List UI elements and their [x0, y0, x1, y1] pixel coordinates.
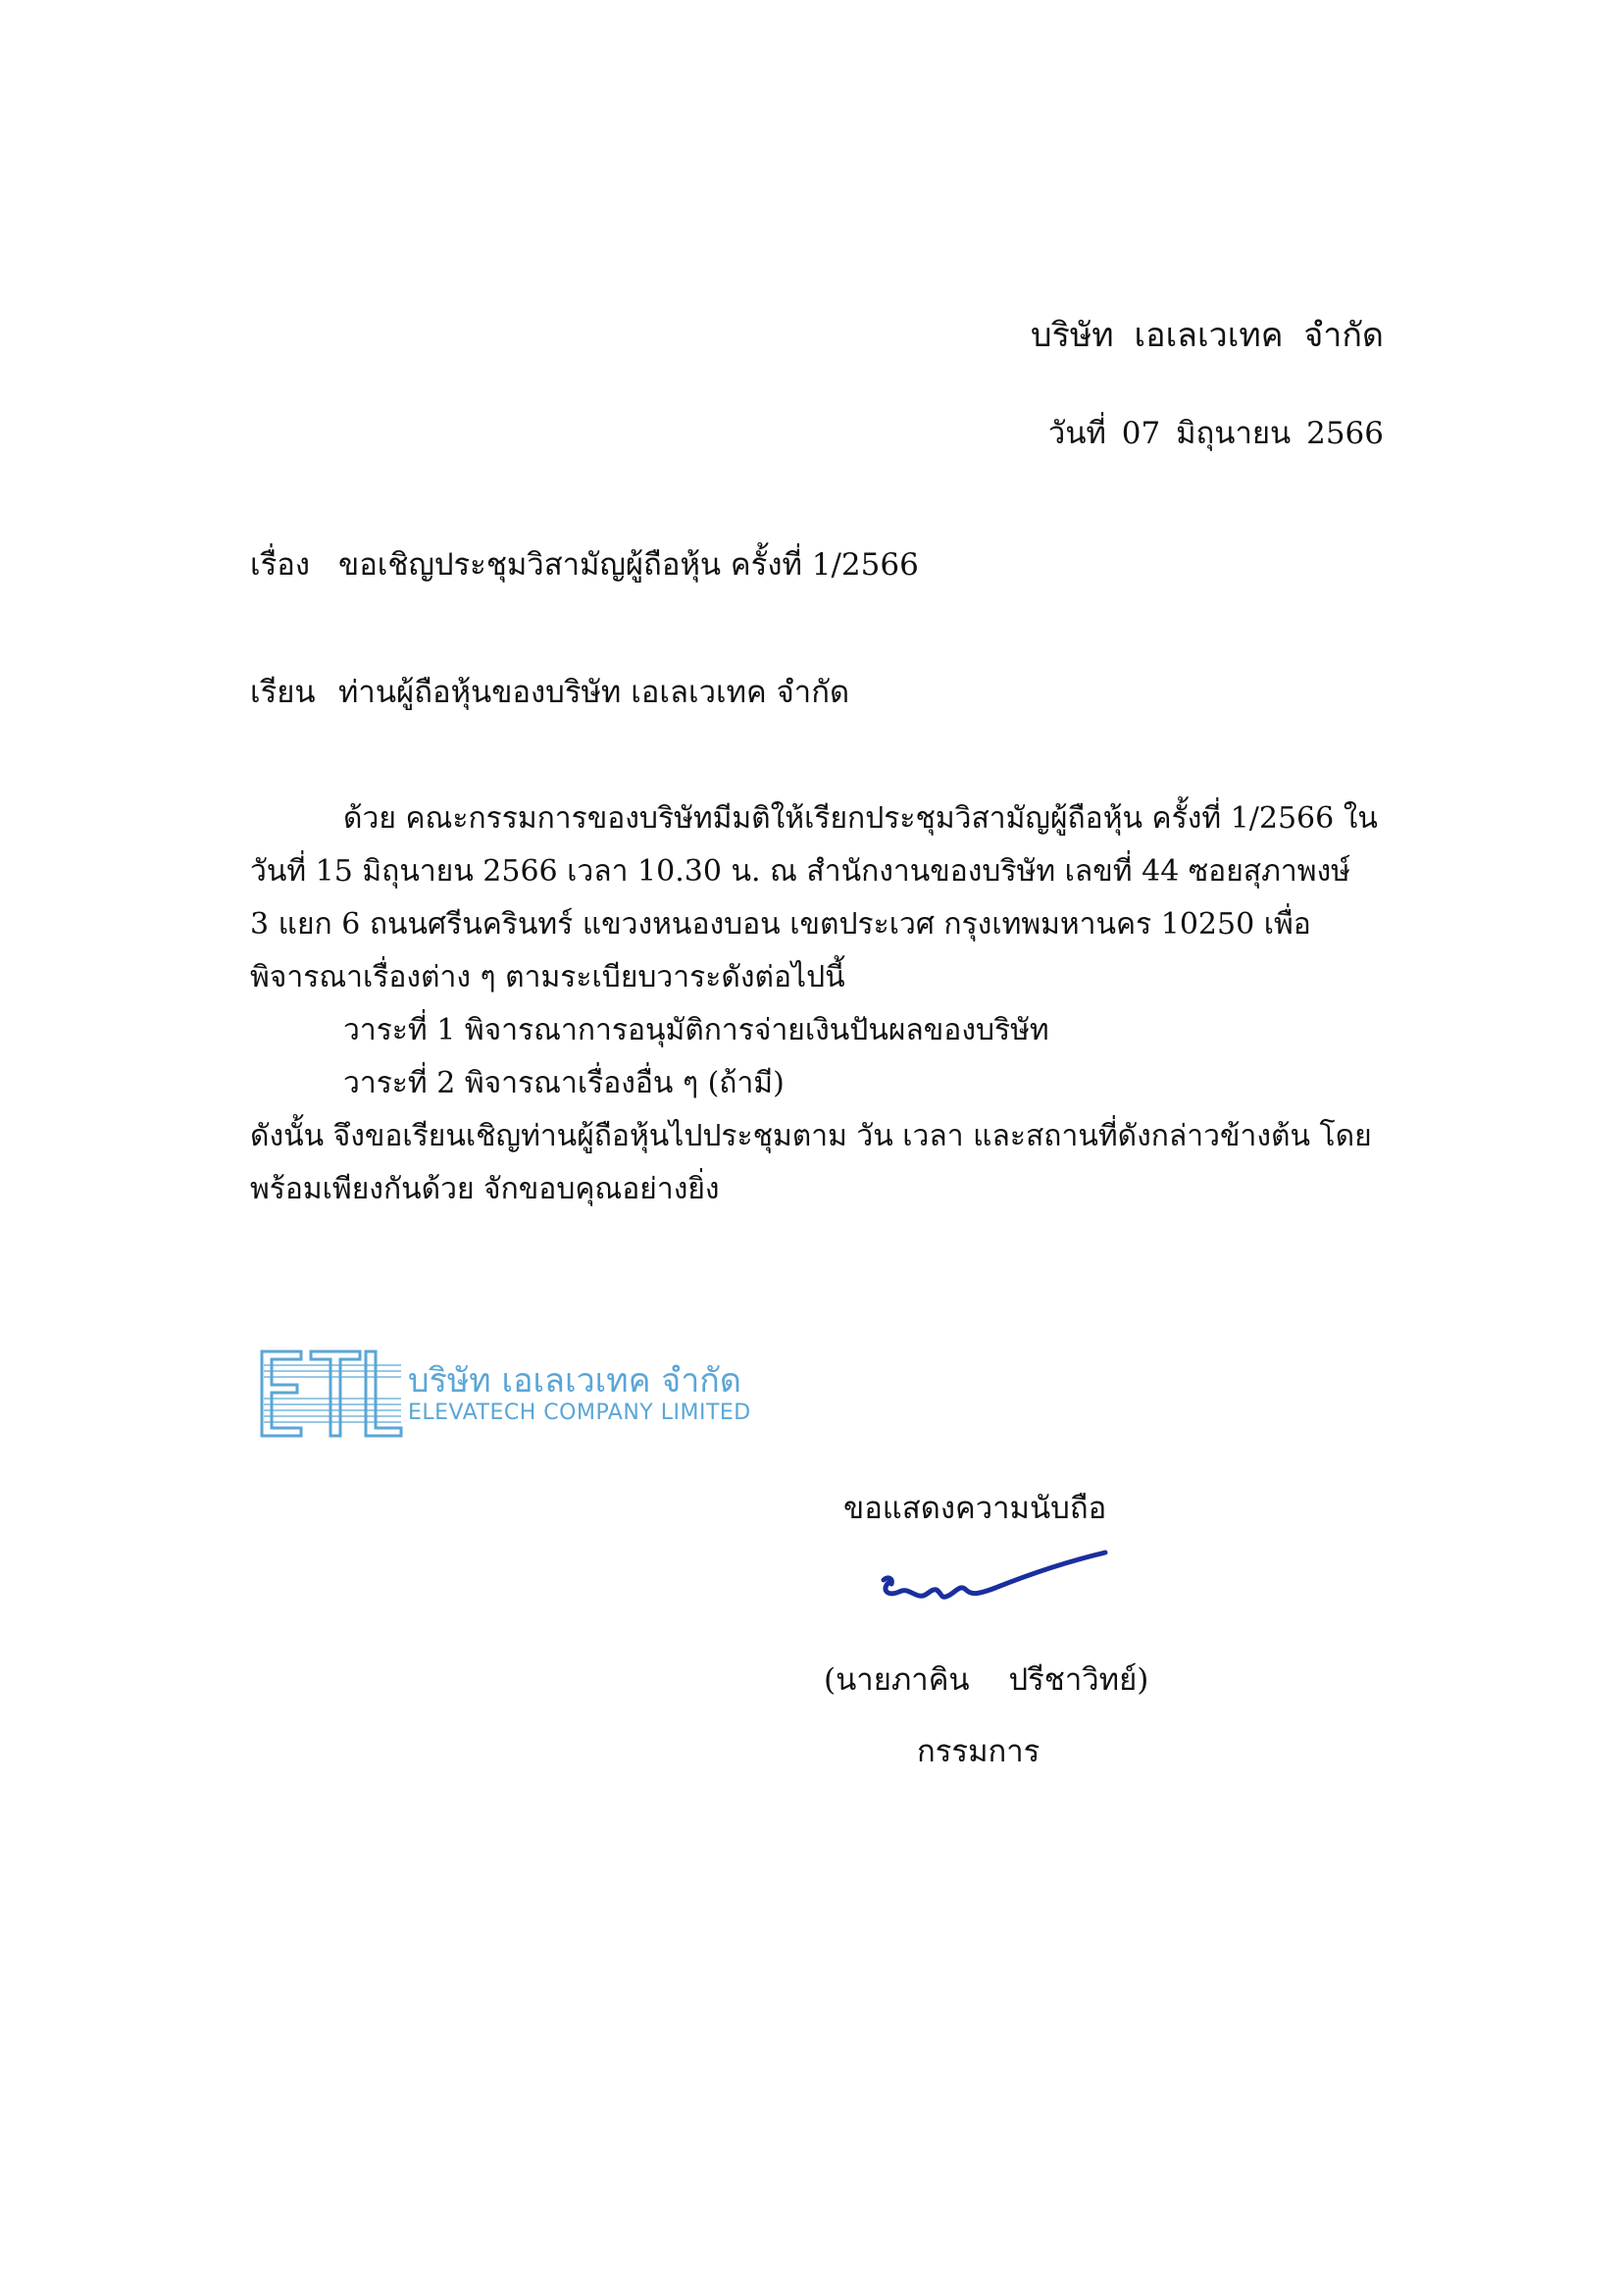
- company-name: บริษัท เอเลเวเทค จำกัด: [1031, 316, 1384, 355]
- closing-salutation: ขอแสดงความนับถือ: [843, 1491, 1107, 1526]
- signer-position: กรรมการ: [917, 1734, 1040, 1769]
- signer-name: (นายภาคิน ปรีชาวิทย์): [824, 1662, 1149, 1698]
- body-paragraph: ด้วย คณะกรรมการของบริษัทมีมติให้เรียกประชุมวิสามัญผู้ถือหุ้น ครั้งที่ 1/2566 ในวันที่ 15 มิถุนายน 2566 เวลา 10.30 น. ณ สำนักงานของบริษัท เลขที่ 44 ซอยสุภาพงษ์ 3 แยก 6 ถนนศรีนครินทร์ แขวงหนองบอน เขตประเวศ กรุงเทพมหานคร 10250 เพื่อพิจารณาเรื่องต่าง ๆ ตามระเบียบวาระดังต่อไปนี้: [250, 801, 1378, 994]
- stamp-name-en: ELEVATECH COMPANY LIMITED: [408, 1401, 751, 1425]
- company-logo-icon: [258, 1346, 405, 1442]
- company-stamp: [258, 1346, 768, 1444]
- letter-date: วันที่ 07 มิถุนายน 2566: [1047, 416, 1384, 451]
- agenda-item-2: วาระที่ 2 พิจารณาเรื่องอื่น ๆ (ถ้ามี): [343, 1066, 785, 1100]
- recipient-label: เรียน: [250, 675, 316, 710]
- recipient-text: ท่านผู้ถือหุ้นของบริษัท เอเลเวเทค จำกัด: [338, 675, 850, 710]
- body-closing-paragraph: ดังนั้น จึงขอเรียนเชิญท่านผู้ถือหุ้นไปประชุมตาม วัน เวลา และสถานที่ดังกล่าวข้างต้น โดยพร้อมเพียงกันด้วย จักขอบคุณอย่างยิ่ง: [250, 1119, 1372, 1206]
- stamp-name-th: บริษัท เอเลเวเทค จำกัด: [408, 1361, 741, 1401]
- subject-text: ขอเชิญประชุมวิสามัญผู้ถือหุ้น ครั้งที่ 1/2566: [338, 547, 919, 583]
- agenda-item-1: วาระที่ 1 พิจารณาการอนุมัติการจ่ายเงินปันผลของบริษัท: [343, 1013, 1049, 1047]
- signature: [878, 1545, 1113, 1623]
- letter-body: [250, 792, 1378, 1216]
- subject-label: เรื่อง: [250, 547, 311, 583]
